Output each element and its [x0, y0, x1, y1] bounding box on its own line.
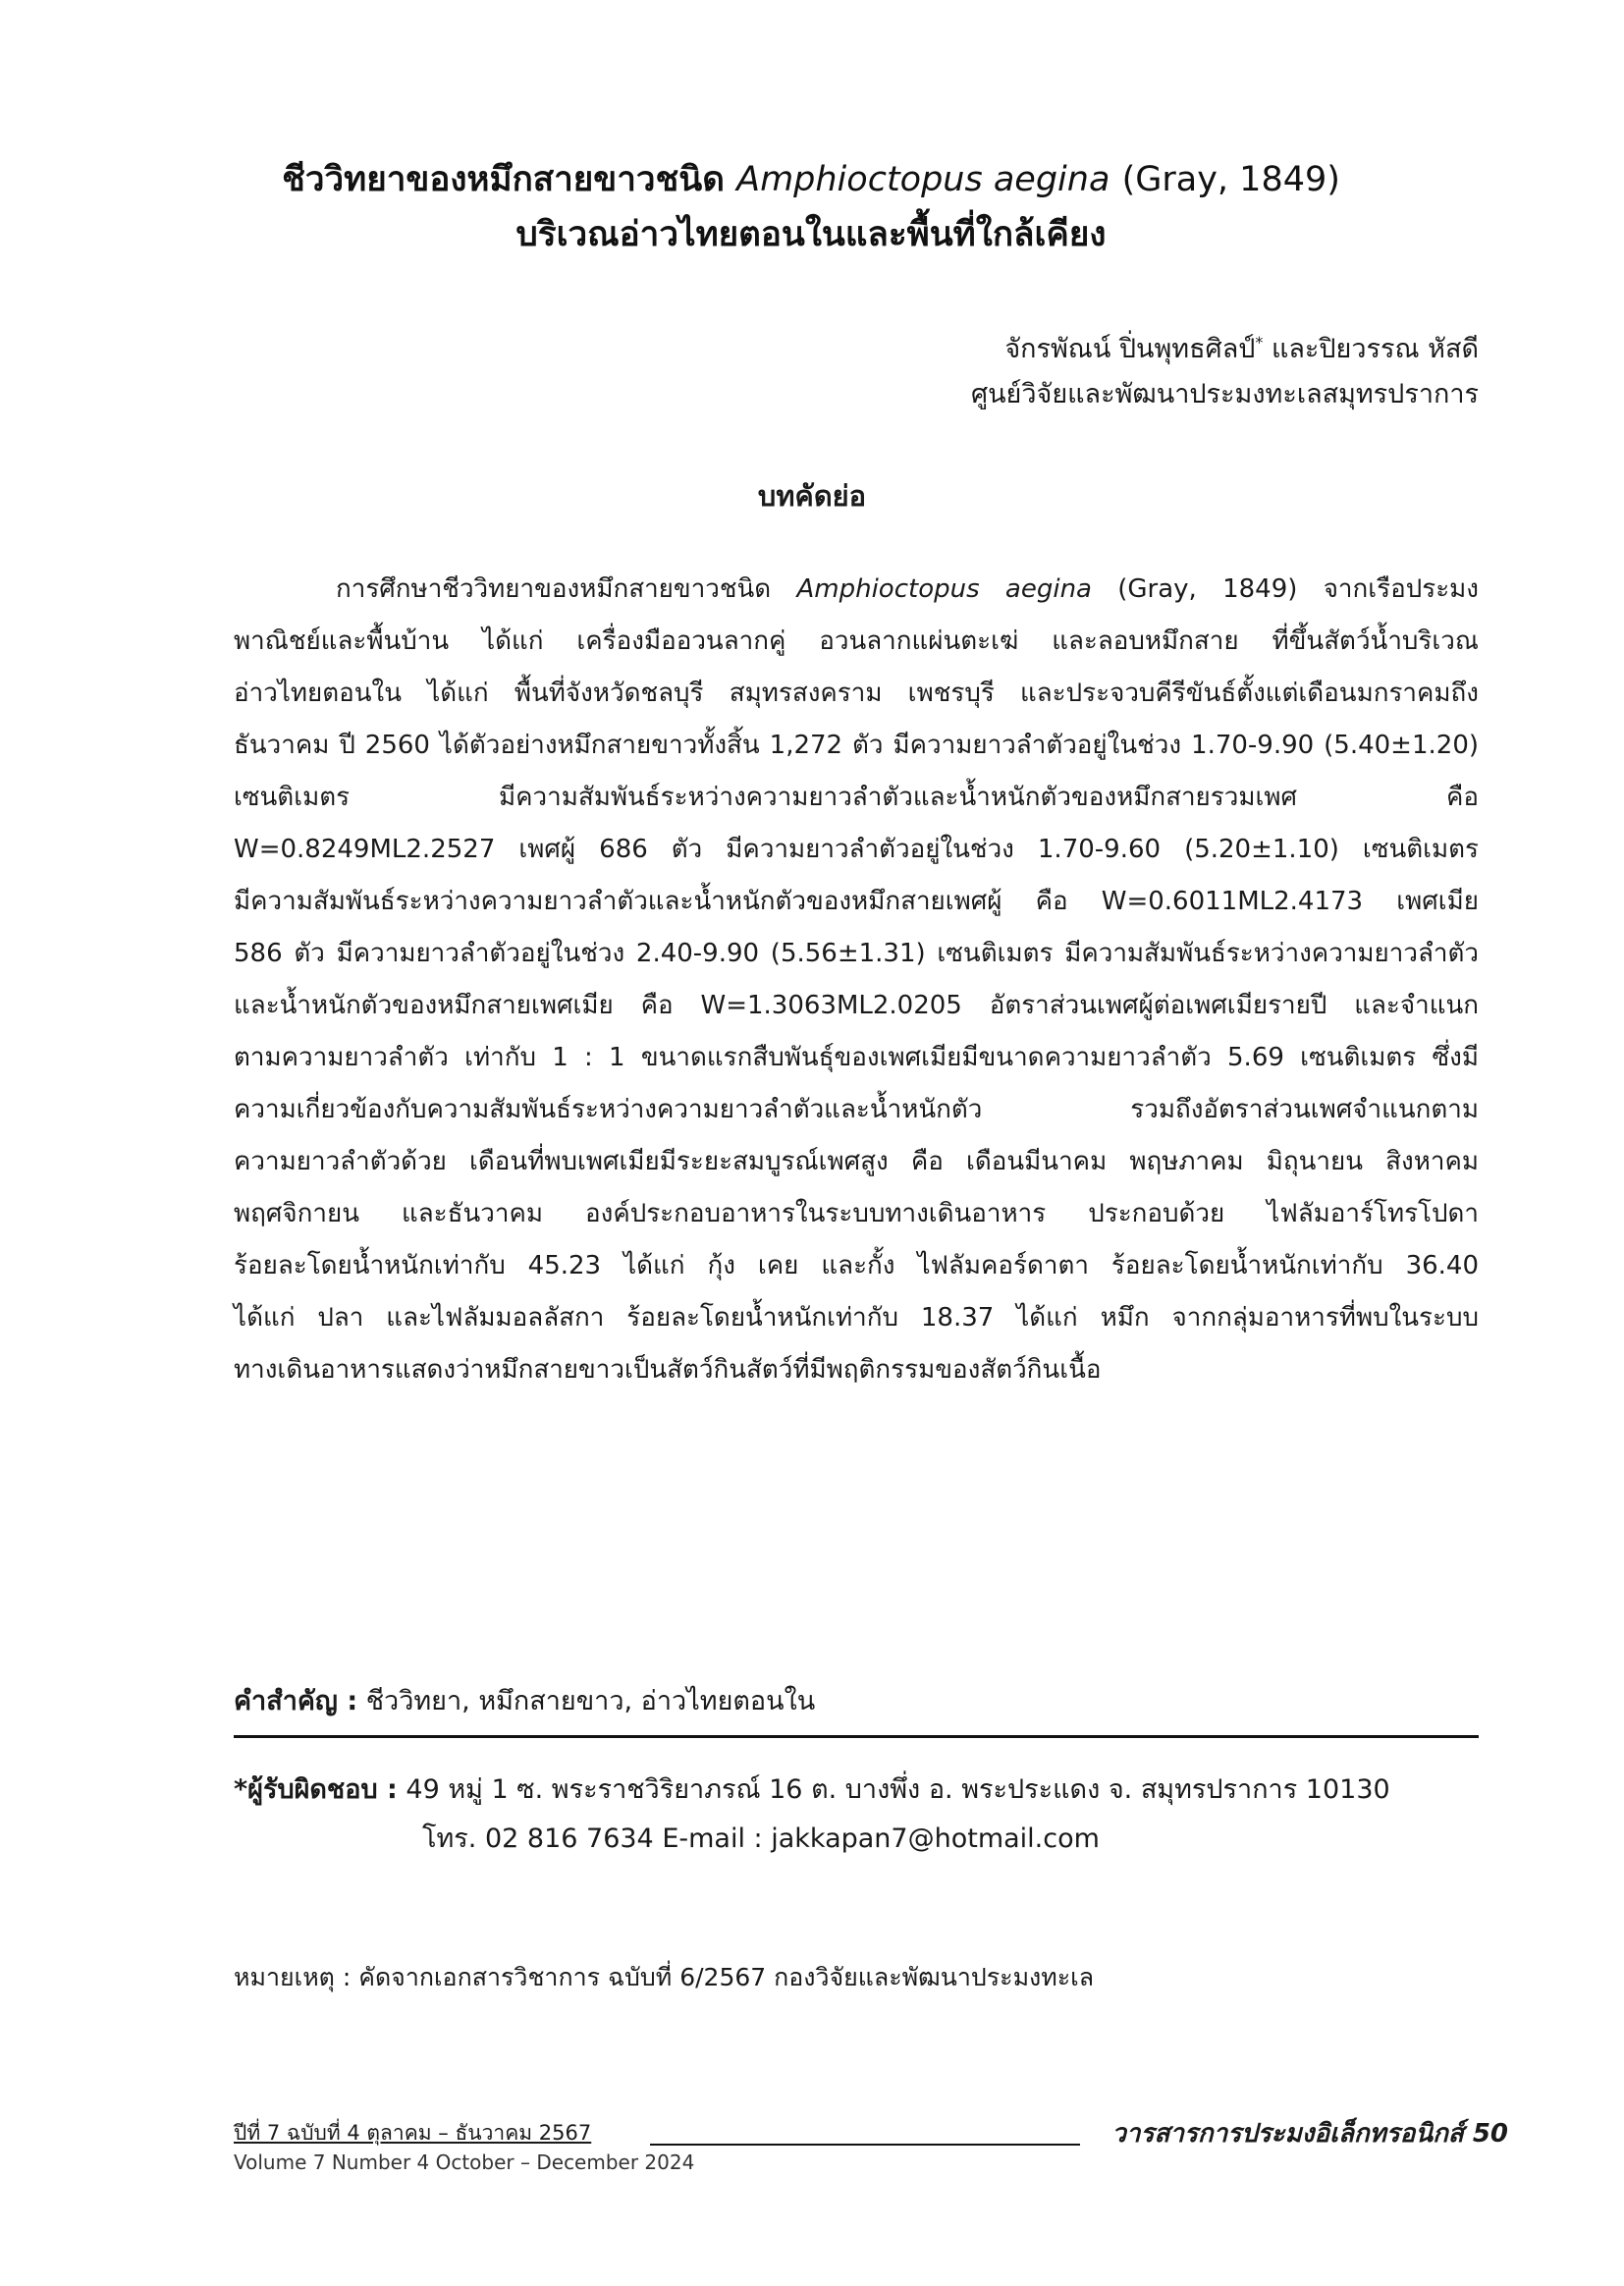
abstract-line: อ่าวไทยตอนใน ได้แก่ พื้นที่จังหวัดชลบุรี สมุทรสงคราม เพชรบุรี และประจวบคีรีขันธ์ตั้งแต่เดือนมกราคมถึง — [234, 679, 1479, 708]
correspondence-address-text: 49 หมู่ 1 ซ. พระราชวิริยาภรณ์ 16 ต. บางพึ่ง อ. พระประแดง จ. สมุทรปราการ 10130 — [397, 1774, 1390, 1805]
keywords-text: ชีววิทยา, หมึกสายขาว, อ่าวไทยตอนใน — [357, 1686, 816, 1716]
paper-title-line-1 — [232, 153, 1390, 206]
title-authority: (Gray, 1849) — [1121, 160, 1340, 199]
abstract-line — [336, 570, 1479, 609]
correspondence-contact: โทร. 02 816 7634 E-mail : jakkapan7@hotmail.com — [422, 1823, 1100, 1854]
abstract-line: ความเกี่ยวข้องกับความสัมพันธ์ระหว่างความยาวลำตัวและน้ำหนักตัว รวมถึงอัตราส่วนเพศจำแนกตาม — [234, 1095, 1479, 1124]
abstract-first-line-tail: (Gray, 1849) จากเรือประมง — [1091, 574, 1480, 604]
abstract-line: มีความสัมพันธ์ระหว่างความยาวลำตัวและน้ำหนักตัวของหมึกสายเพศผู้ คือ W=0.6011ML2.4173 เพศเมีย — [234, 887, 1479, 916]
abstract-line: ได้แก่ ปลา และไฟลัมมอลลัสกา ร้อยละโดยน้ำหนักเท่ากับ 18.37 ได้แก่ หมึก จากกลุ่มอาหารที่พบในระบบ — [234, 1303, 1479, 1333]
abstract-heading: บทคัดย่อ — [757, 479, 867, 513]
abstract-species-name: Amphioctopus aegina — [796, 574, 1092, 604]
abstract-line: เซนติเมตร มีความสัมพันธ์ระหว่างความยาวลำตัวและน้ำหนักตัวของหมึกสายรวมเพศ คือ — [234, 783, 1479, 812]
footer-divider — [650, 2144, 1080, 2146]
keywords — [234, 1679, 815, 1721]
footer-issue-thai: ปีที่ 7 ฉบับที่ 4 ตุลาคม – ธันวาคม 2567 — [234, 2121, 592, 2145]
correspondence-label: *ผู้รับผิดชอบ : — [234, 1774, 398, 1805]
title-thai: ชีววิทยาของหมึกสายขาวชนิด — [282, 160, 725, 199]
author-names — [1004, 330, 1479, 369]
abstract-line: ตามความยาวลำตัว เท่ากับ 1 : 1 ขนาดแรกสืบพันธุ์ของเพศเมียมีขนาดความยาวลำตัว 5.69 เซนติเมตร ซึ่งมี — [234, 1043, 1479, 1072]
abstract-line: พาณิชย์และพื้นบ้าน ได้แก่ เครื่องมืออวนลากคู่ อวนลากแผ่นตะเฆ่ และลอบหมึกสาย ที่ขึ้นสัตว์น้ำบริเวณ — [234, 626, 1479, 656]
correspondence-address — [234, 1768, 1390, 1810]
source-note: หมายเหตุ : คัดจากเอกสารวิชาการ ฉบับที่ 6/2567 กองวิจัยและพัฒนาประมงทะเล — [234, 1963, 1095, 1991]
keywords-label: คำสำคัญ : — [234, 1686, 358, 1716]
keywords-divider — [234, 1735, 1479, 1738]
footer-issue-english: Volume 7 Number 4 October – December 2024 — [234, 2150, 695, 2174]
author-1: จักรพัณน์ ปิ่นพุทธศิลป์ — [1004, 334, 1256, 364]
author-affiliation: ศูนย์วิจัยและพัฒนาประมงทะเลสมุทรปราการ — [970, 379, 1479, 409]
abstract-line: และน้ำหนักตัวของหมึกสายเพศเมีย คือ W=1.3063ML2.0205 อัตราส่วนเพศผู้ต่อเพศเมียรายปี และจำแนก — [234, 991, 1479, 1020]
abstract-line: ความยาวลำตัวด้วย เดือนที่พบเพศเมียมีระยะสมบูรณ์เพศสูง คือ เดือนมีนาคม พฤษภาคม มิถุนายน สิงหาคม — [234, 1147, 1479, 1176]
abstract-last-line: ทางเดินอาหารแสดงว่าหมึกสายขาวเป็นสัตว์กินสัตว์ที่มีพฤติกรรมของสัตว์กินเนื้อ — [234, 1355, 1102, 1385]
abstract-line: W=0.8249ML2.2527 เพศผู้ 686 ตัว มีความยาวลำตัวอยู่ในช่วง 1.70-9.60 (5.20±1.10) เซนติเมตร — [234, 835, 1479, 864]
footer-journal-page: วารสารการประมงอิเล็กทรอนิกส์ 50 — [1111, 2119, 1508, 2149]
abstract-line: พฤศจิกายน และธันวาคม องค์ประกอบอาหารในระบบทางเดินอาหาร ประกอบด้วย ไฟลัมอาร์โทรโปดา — [234, 1199, 1479, 1228]
abstract-line: ร้อยละโดยน้ำหนักเท่ากับ 45.23 ได้แก่ กุ้ง เคย และกั้ง ไฟลัมคอร์ดาตา ร้อยละโดยน้ำหนักเท่ากับ 36.40 — [234, 1251, 1479, 1280]
title-species-name: Amphioctopus aegina — [736, 160, 1110, 199]
abstract-line: ธันวาคม ปี 2560 ได้ตัวอย่างหมึกสายขาวทั้งสิ้น 1,272 ตัว มีความยาวลำตัวอยู่ในช่วง 1.70-9.90 (5.40±1.20) — [234, 731, 1479, 760]
abstract-line: 586 ตัว มีความยาวลำตัวอยู่ในช่วง 2.40-9.90 (5.56±1.31) เซนติเมตร มีความสัมพันธ์ระหว่างความยาวลำตัว — [234, 939, 1479, 968]
corresponding-mark: * — [1255, 333, 1264, 352]
paper-title-line-2: บริเวณอ่าวไทยตอนในและพื้นที่ใกล้เคียง — [515, 215, 1107, 254]
author-2: และปิยวรรณ หัสดี — [1263, 334, 1479, 364]
abstract-first-line-text: การศึกษาชีววิทยาของหมึกสายขาวชนิด — [336, 574, 797, 604]
